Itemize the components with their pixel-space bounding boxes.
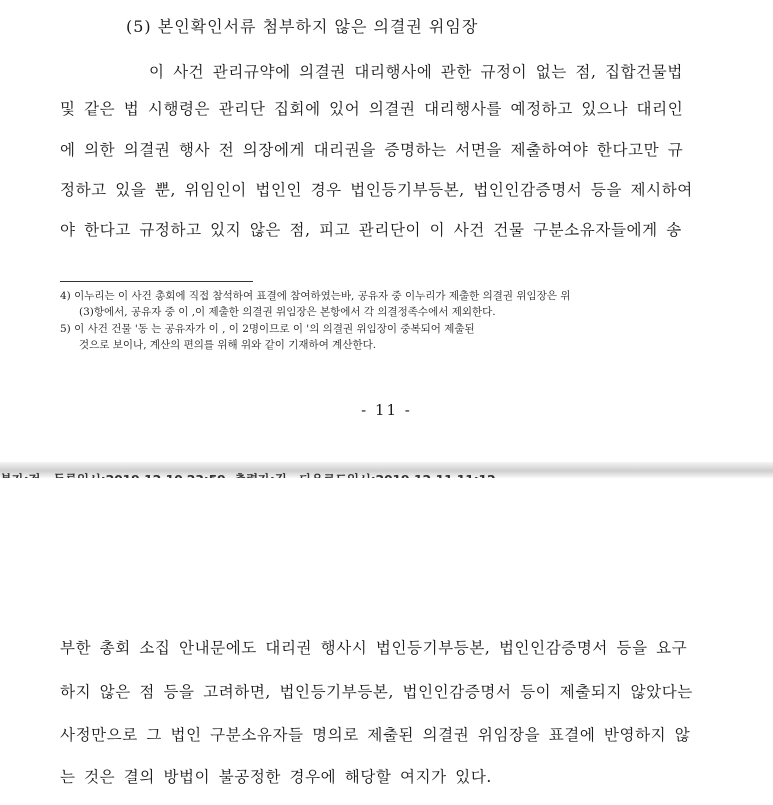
footnote-5-line: 것으로 보이나, 계산의 편의를 위해 위와 같이 기재하여 계산한다. xyxy=(79,339,377,351)
paragraph-line: 는 것은 결의 방법이 불공정한 경우에 해당할 여지가 있다. xyxy=(60,768,492,786)
section-heading: (5) 본인확인서류 첨부하지 않은 의결권 위임장 xyxy=(126,17,479,36)
paragraph-line: 에 의한 의결권 행사 전 의장에게 대리권을 증명하는 서면을 제출하여야 한다고만 규 xyxy=(60,141,684,159)
paragraph-line: 이 사건 관리규약에 의결권 대리행사에 관한 규정이 없는 점, 집합건물법 xyxy=(149,63,683,81)
paragraph-line: 및 같은 법 시행령은 관리단 집회에 있어 의결권 대리행사를 예정하고 있으나 대리인 xyxy=(60,100,684,118)
paragraph-line: 야 한다고 규정하고 있지 않은 점, 피고 관리단이 이 사건 건물 구분소유자들에게 송 xyxy=(60,221,682,239)
page-number: - 11 - xyxy=(361,401,412,419)
footnote-separator xyxy=(60,281,253,282)
paragraph-line: 정하고 있을 뿐, 위임인이 법인인 경우 법인등기부등본, 법인인감증명서 등을 제시하여 xyxy=(60,181,693,199)
paragraph-line: 사정만으로 그 법인 구분소유자들 명의로 제출된 의결권 위임장을 표결에 반영하지 않 xyxy=(60,726,691,744)
footnote-4-line: 4) 이누리는 이 사건 총회에 직접 참석하여 표결에 참여하였는바, 공유자 중 이누리가 제출한 의결권 위임장은 위 xyxy=(60,290,571,302)
footnote-5-line: 5) 이 사건 건물 '동 는 공유자가 이 , 이 2명이므로 이 '의 의결권 위임장이 중복되어 제출된 xyxy=(60,323,475,335)
document-page-12 xyxy=(0,478,773,805)
paragraph-line: 부한 총회 소집 안내문에도 대리권 행사시 법인등기부등본, 법인인감증명서 등을 요구 xyxy=(60,639,688,657)
paragraph-line: 하지 않은 점 등을 고려하면, 법인등기부등본, 법인인감증명서 등이 제출되지 않았다는 xyxy=(60,683,693,701)
footnote-4-line: (3)항에서, 공유자 중 이 ,이 제출한 의결권 위임장은 본항에서 각 의결정족수에서 제외한다. xyxy=(79,306,496,318)
